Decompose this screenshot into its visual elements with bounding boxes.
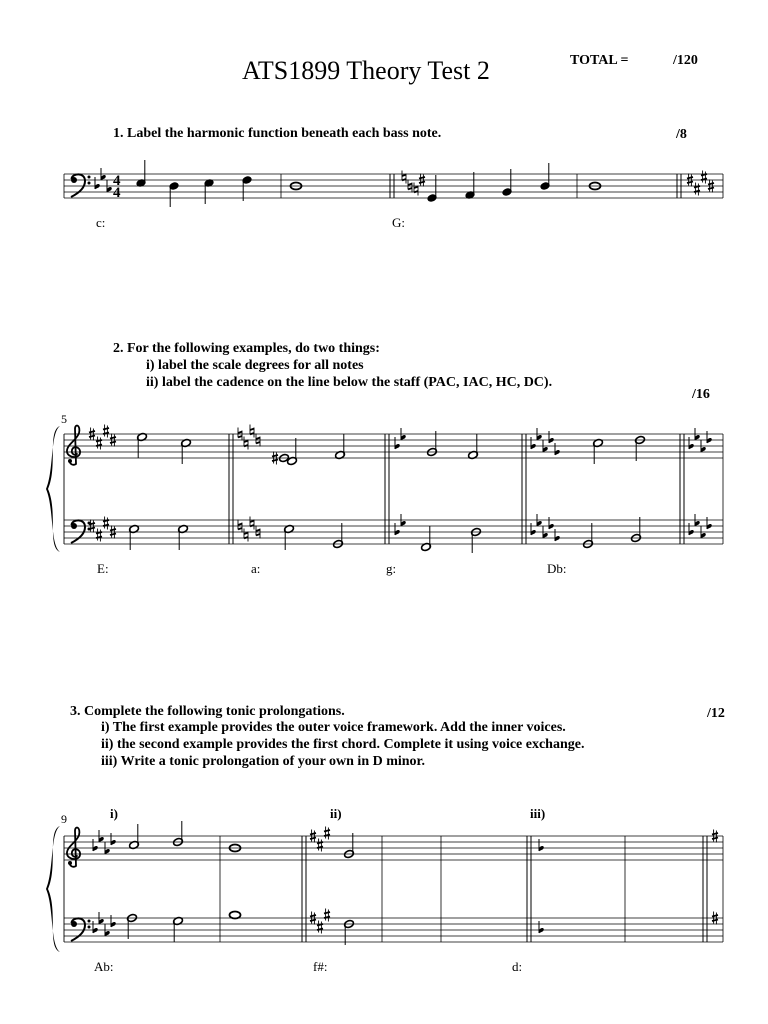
total-label: TOTAL =: [570, 53, 629, 68]
q3-notes: [127, 821, 355, 945]
q1-notes: [136, 160, 601, 207]
q2-treble-staff: [64, 434, 723, 458]
q2-bass-staff: [64, 520, 723, 544]
sharp-icon: [310, 827, 718, 934]
q3-bass-staff: [64, 918, 723, 942]
svg-text:4: 4: [113, 185, 121, 201]
treble-clef-icon: [67, 426, 80, 465]
key-label-g-major: G:: [392, 215, 405, 230]
question-3-points: /12: [707, 706, 725, 721]
question-3-line-1: 3. Complete the following tonic prolongations.: [70, 704, 345, 719]
question-2-points: /16: [692, 387, 710, 402]
page-title: ATS1899 Theory Test 2: [242, 56, 490, 85]
brace-icon: [46, 426, 60, 552]
natural-icon: [238, 425, 260, 542]
q2-barlines: [64, 434, 723, 544]
key-label-d-minor: d:: [512, 959, 523, 974]
question-3-line-3: ii) the second example provides the first chord. Complete it using voice exchange.: [101, 737, 585, 752]
key-label-f-sharp-minor: f#:: [313, 959, 328, 974]
brace-icon: [46, 826, 60, 952]
key-label-a-minor: a:: [251, 561, 261, 576]
section-label-ii: ii): [330, 806, 342, 821]
q2-notes: [129, 431, 646, 553]
total-value: /120: [673, 53, 698, 68]
time-signature: [113, 173, 121, 201]
question-3-line-4: iii) Write a tonic prolongation of your own in D minor.: [101, 754, 425, 769]
q3-barlines: [64, 836, 723, 942]
question-1-text: 1. Label the harmonic function beneath each bass note.: [113, 126, 442, 141]
key-label-g-minor: g:: [386, 561, 397, 576]
treble-clef-icon: [67, 828, 80, 867]
key-label-c-minor: c:: [96, 215, 106, 230]
svg-text:4: 4: [113, 173, 121, 189]
section-label-iii: iii): [530, 806, 546, 821]
q3-treble-staff: [64, 836, 723, 860]
question-2-line-3: ii) label the cadence on the line below the staff (PAC, IAC, HC, DC).: [146, 375, 553, 390]
flat-icon: [395, 428, 712, 541]
measure-number-9: 9: [61, 812, 67, 826]
key-label-d-flat-major: Db:: [547, 561, 567, 576]
question-2-line-1: 2. For the following examples, do two things:: [113, 341, 380, 356]
measure-number-5: 5: [61, 412, 67, 426]
question-3-line-2: i) The first example provides the outer voice framework. Add the inner voices.: [101, 720, 566, 735]
question-1-points: /8: [676, 127, 687, 142]
q1-bass-staff: [64, 174, 723, 198]
sharp-icon: [89, 425, 116, 542]
key-label-e-major: E:: [97, 561, 109, 576]
key-label-a-flat-major: Ab:: [94, 959, 114, 974]
question-2-line-2: i) label the scale degrees for all notes: [146, 358, 364, 373]
section-label-i: i): [110, 806, 118, 821]
